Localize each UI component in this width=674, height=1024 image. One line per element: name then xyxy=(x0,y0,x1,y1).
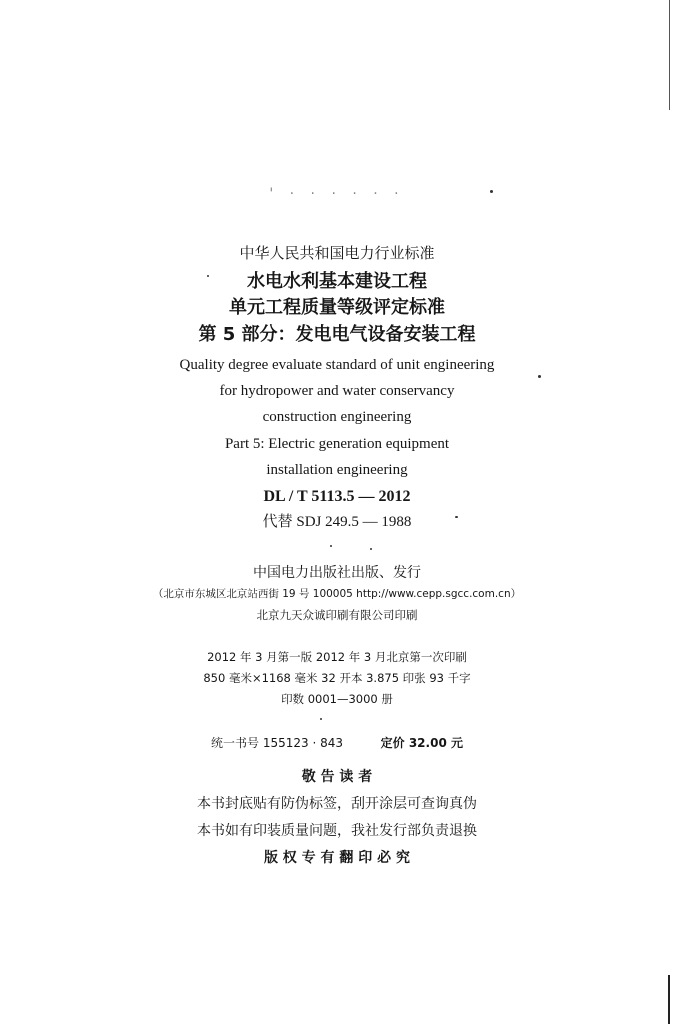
edition-line-2: 850 毫米×1168 毫米 32 开本 3.875 印张 93 千字 xyxy=(203,671,471,685)
scan-speck xyxy=(207,275,209,277)
english-title-line-2: for hydropower and water conservancy xyxy=(219,383,455,399)
english-title-line-1: Quality degree evaluate standard of unit engineering xyxy=(179,357,495,373)
notice-line-2: 本书如有印装质量问题，我社发行部负责退换 xyxy=(197,823,477,839)
notice-line-1: 本书封底贴有防伪标签，刮开涂层可查询真伪 xyxy=(197,796,477,812)
standard-number: DL / T 5113.5 — 2012 xyxy=(263,488,411,505)
english-title-line-4: Part 5: Electric generation equipment xyxy=(224,436,450,452)
scan-edge-mark-top xyxy=(669,0,670,110)
isbn-price-row xyxy=(0,737,674,749)
english-title-line-3: construction engineering xyxy=(262,409,412,425)
edition-line-3: 印数 0001—3000 册 xyxy=(281,692,393,706)
scan-speck xyxy=(330,545,332,547)
printer-name: 北京九天众诚印刷有限公司印刷 xyxy=(256,608,418,622)
publisher-address: （北京市东城区北京站西街 19 号 100005 http://www.cepp.sgcc.com.cn） xyxy=(152,588,522,600)
english-title-line-5: installation engineering xyxy=(266,462,408,478)
scan-speck xyxy=(320,718,322,720)
notice-line-3: 版 权 专 有 翻 印 必 究 xyxy=(263,850,411,866)
title-line-3: 第 5 部分：发电电气设备安装工程 xyxy=(198,324,476,345)
scan-speck xyxy=(490,190,493,193)
scan-edge-mark-bottom xyxy=(668,975,670,1024)
issuer-line: 中华人民共和国电力行业标准 xyxy=(239,244,435,262)
cip-faded-line: ' · · · · · · xyxy=(269,186,405,202)
title-line-2: 单元工程质量等级评定标准 xyxy=(229,297,445,318)
scan-speck xyxy=(370,548,372,550)
edition-line-1: 2012 年 3 月第一版 2012 年 3 月北京第一次印刷 xyxy=(207,650,467,664)
scan-speck xyxy=(538,375,541,378)
title-line-1: 水电水利基本建设工程 xyxy=(247,271,427,292)
book-code: 统一书号 155123 · 843 xyxy=(211,736,343,750)
publisher-name: 中国电力出版社出版、发行 xyxy=(253,565,421,581)
notice-heading: 敬 告 读 者 xyxy=(301,769,373,785)
scan-speck xyxy=(455,516,458,518)
standard-replaces: 代替 SDJ 249.5 — 1988 xyxy=(262,514,412,530)
price: 定价 32.00 元 xyxy=(380,736,463,750)
